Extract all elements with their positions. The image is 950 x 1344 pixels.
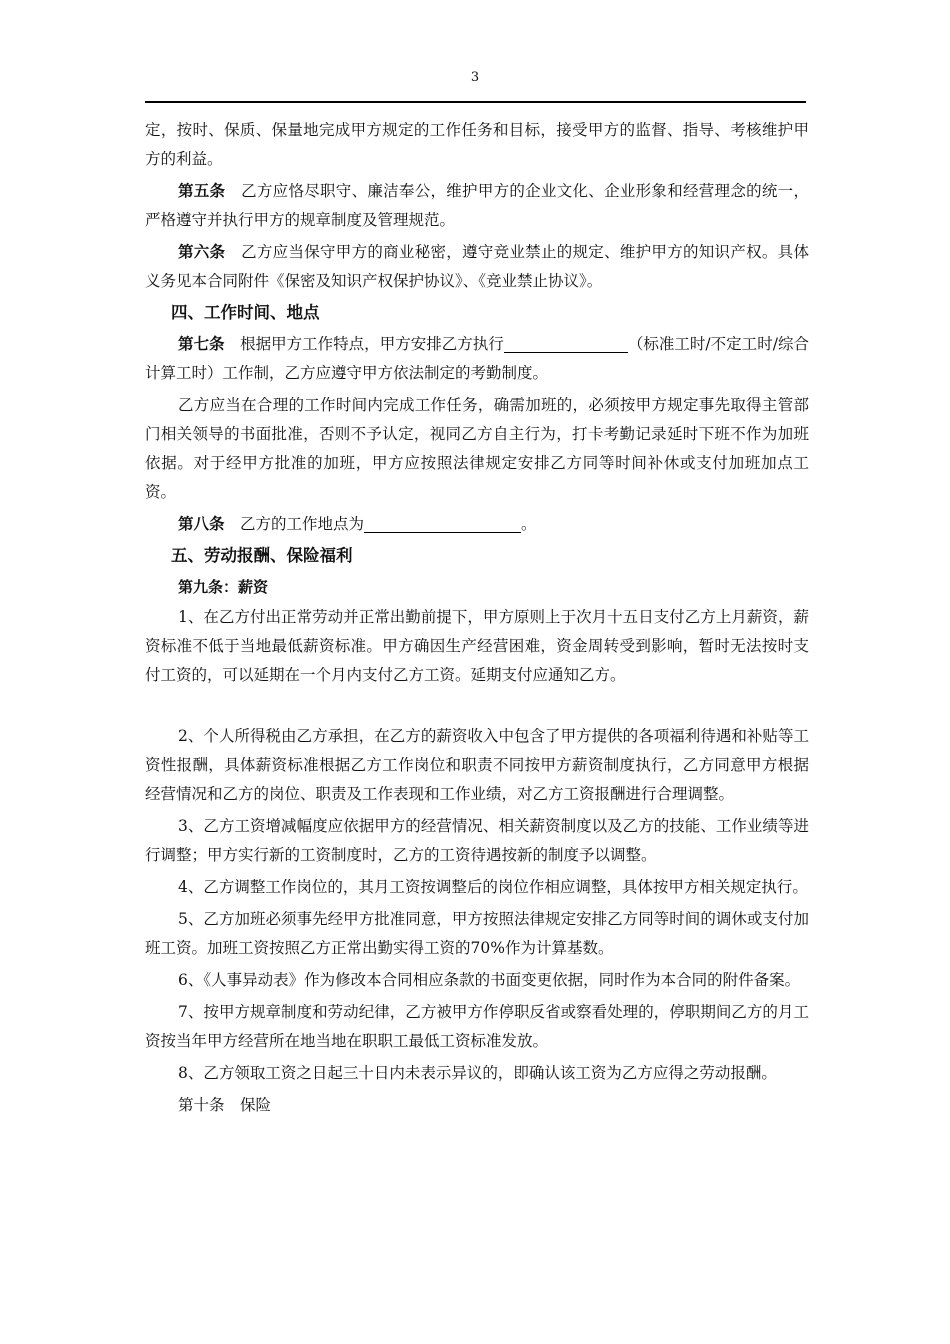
salary-item-2: 2、个人所得税由乙方承担，在乙方的薪资收入中包含了甲方提供的各项福利待遇和补贴等工资性报酬，具体薪资标准根据乙方工作岗位和职责不同按甲方薪资制度执行，乙方同意甲方根据经营情况和乙方的岗位、职责及工作表现和工作业绩，对乙方工资报酬进行合理调整。 [145, 727, 809, 803]
article-7-text-before: 根据甲方工作特点，甲方安排乙方执行 [240, 335, 504, 353]
salary-item-8: 8、乙方领取工资之日起三十日内未表示异议的，即确认该工资为乙方应得之劳动报酬。 [178, 1064, 777, 1082]
article-7 [145, 330, 809, 388]
salary-item-1: 1、在乙方付出正常劳动并正常出勤前提下，甲方原则上于次月十五日支付乙方上月薪资，薪资标准不低于当地最低薪资标准。甲方确因生产经营困难，资金周转受到影响，暂时无法按时支付工资的，可以延期在一个月内支付乙方工资。延期支付应通知乙方。 [145, 608, 809, 684]
salary-item-4: 4、乙方调整工作岗位的，其月工资按调整后的岗位作相应调整，具体按甲方相关规定执行。 [178, 878, 808, 896]
salary-item-6: 6、《人事异动表》作为修改本合同相应条款的书面变更依据，同时作为本合同的附件备案。 [178, 971, 801, 989]
article-7-paragraph-2: 乙方应当在合理的工作时间内完成工作任务，确需加班的，必须按甲方规定事先取得主管部门相关领导的书面批准，否则不予认定，视同乙方自主行为，打卡考勤记录延时下班不作为加班依据。对于经甲方批准的加班，甲方应按照法律规定安排乙方同等时间补休或支付加班加点工资。 [145, 396, 809, 501]
article-8-text-after: 。 [521, 515, 537, 533]
salary-item-7: 7、按甲方规章制度和劳动纪律，乙方被甲方作停职反省或察看处理的，停职期间乙方的月工资按当年甲方经营所在地当地在职职工最低工资标准发放。 [145, 1003, 809, 1050]
document-body [145, 116, 809, 1123]
article-6-text: 乙方应当保守甲方的商业秘密，遵守竞业禁止的规定、维护甲方的知识产权。具体义务见本合同附件《保密及知识产权保护协议》、《竞业禁止协议》。 [145, 243, 809, 290]
header-rule [145, 101, 806, 103]
article-6 [145, 238, 809, 296]
article-8-text-before: 乙方的工作地点为 [240, 515, 365, 533]
article-7-text-after: （标准工时/不定工时/综合计算工时）工作制，乙方应遵守甲方依法制定的考勤制度。 [145, 335, 809, 382]
article-5 [145, 177, 809, 235]
article-7-label: 第七条 [178, 335, 225, 353]
section-4-heading: 四、工作时间、地点 [171, 303, 320, 322]
salary-item-3: 3、乙方工资增减幅度应依据甲方的经营情况、相关薪资制度以及乙方的技能、工作业绩等进行调整；甲方实行新的工资制度时，乙方的工资待遇按新的制度予以调整。 [145, 817, 809, 864]
article-8-label: 第八条 [178, 515, 225, 533]
section-5-heading: 五、劳动报酬、保险福利 [171, 546, 353, 565]
article-5-label: 第五条 [178, 182, 226, 200]
article-5-text: 乙方应恪尽职守、廉洁奉公，维护甲方的企业文化、企业形象和经营理念的统一，严格遵守并执行甲方的规章制度及管理规范。 [145, 182, 809, 229]
work-hours-blank [504, 334, 628, 353]
article-9-heading: 第九条：薪资 [178, 578, 269, 596]
page-number: 3 [470, 70, 480, 85]
blank-line [145, 693, 809, 722]
work-location-blank [364, 514, 521, 533]
article-10-line: 第十条 保险 [178, 1096, 272, 1114]
salary-item-5: 5、乙方加班必须事先经甲方批准同意，甲方按照法律规定安排乙方同等时间的调休或支付加班工资。加班工资按照乙方正常出勤实得工资的70%作为计算基数。 [145, 910, 809, 957]
paragraph-continuation: 定，按时、保质、保量地完成甲方规定的工作任务和目标，接受甲方的监督、指导、考核维护甲方的利益。 [145, 121, 809, 168]
article-8 [145, 510, 809, 539]
article-6-label: 第六条 [178, 243, 226, 261]
